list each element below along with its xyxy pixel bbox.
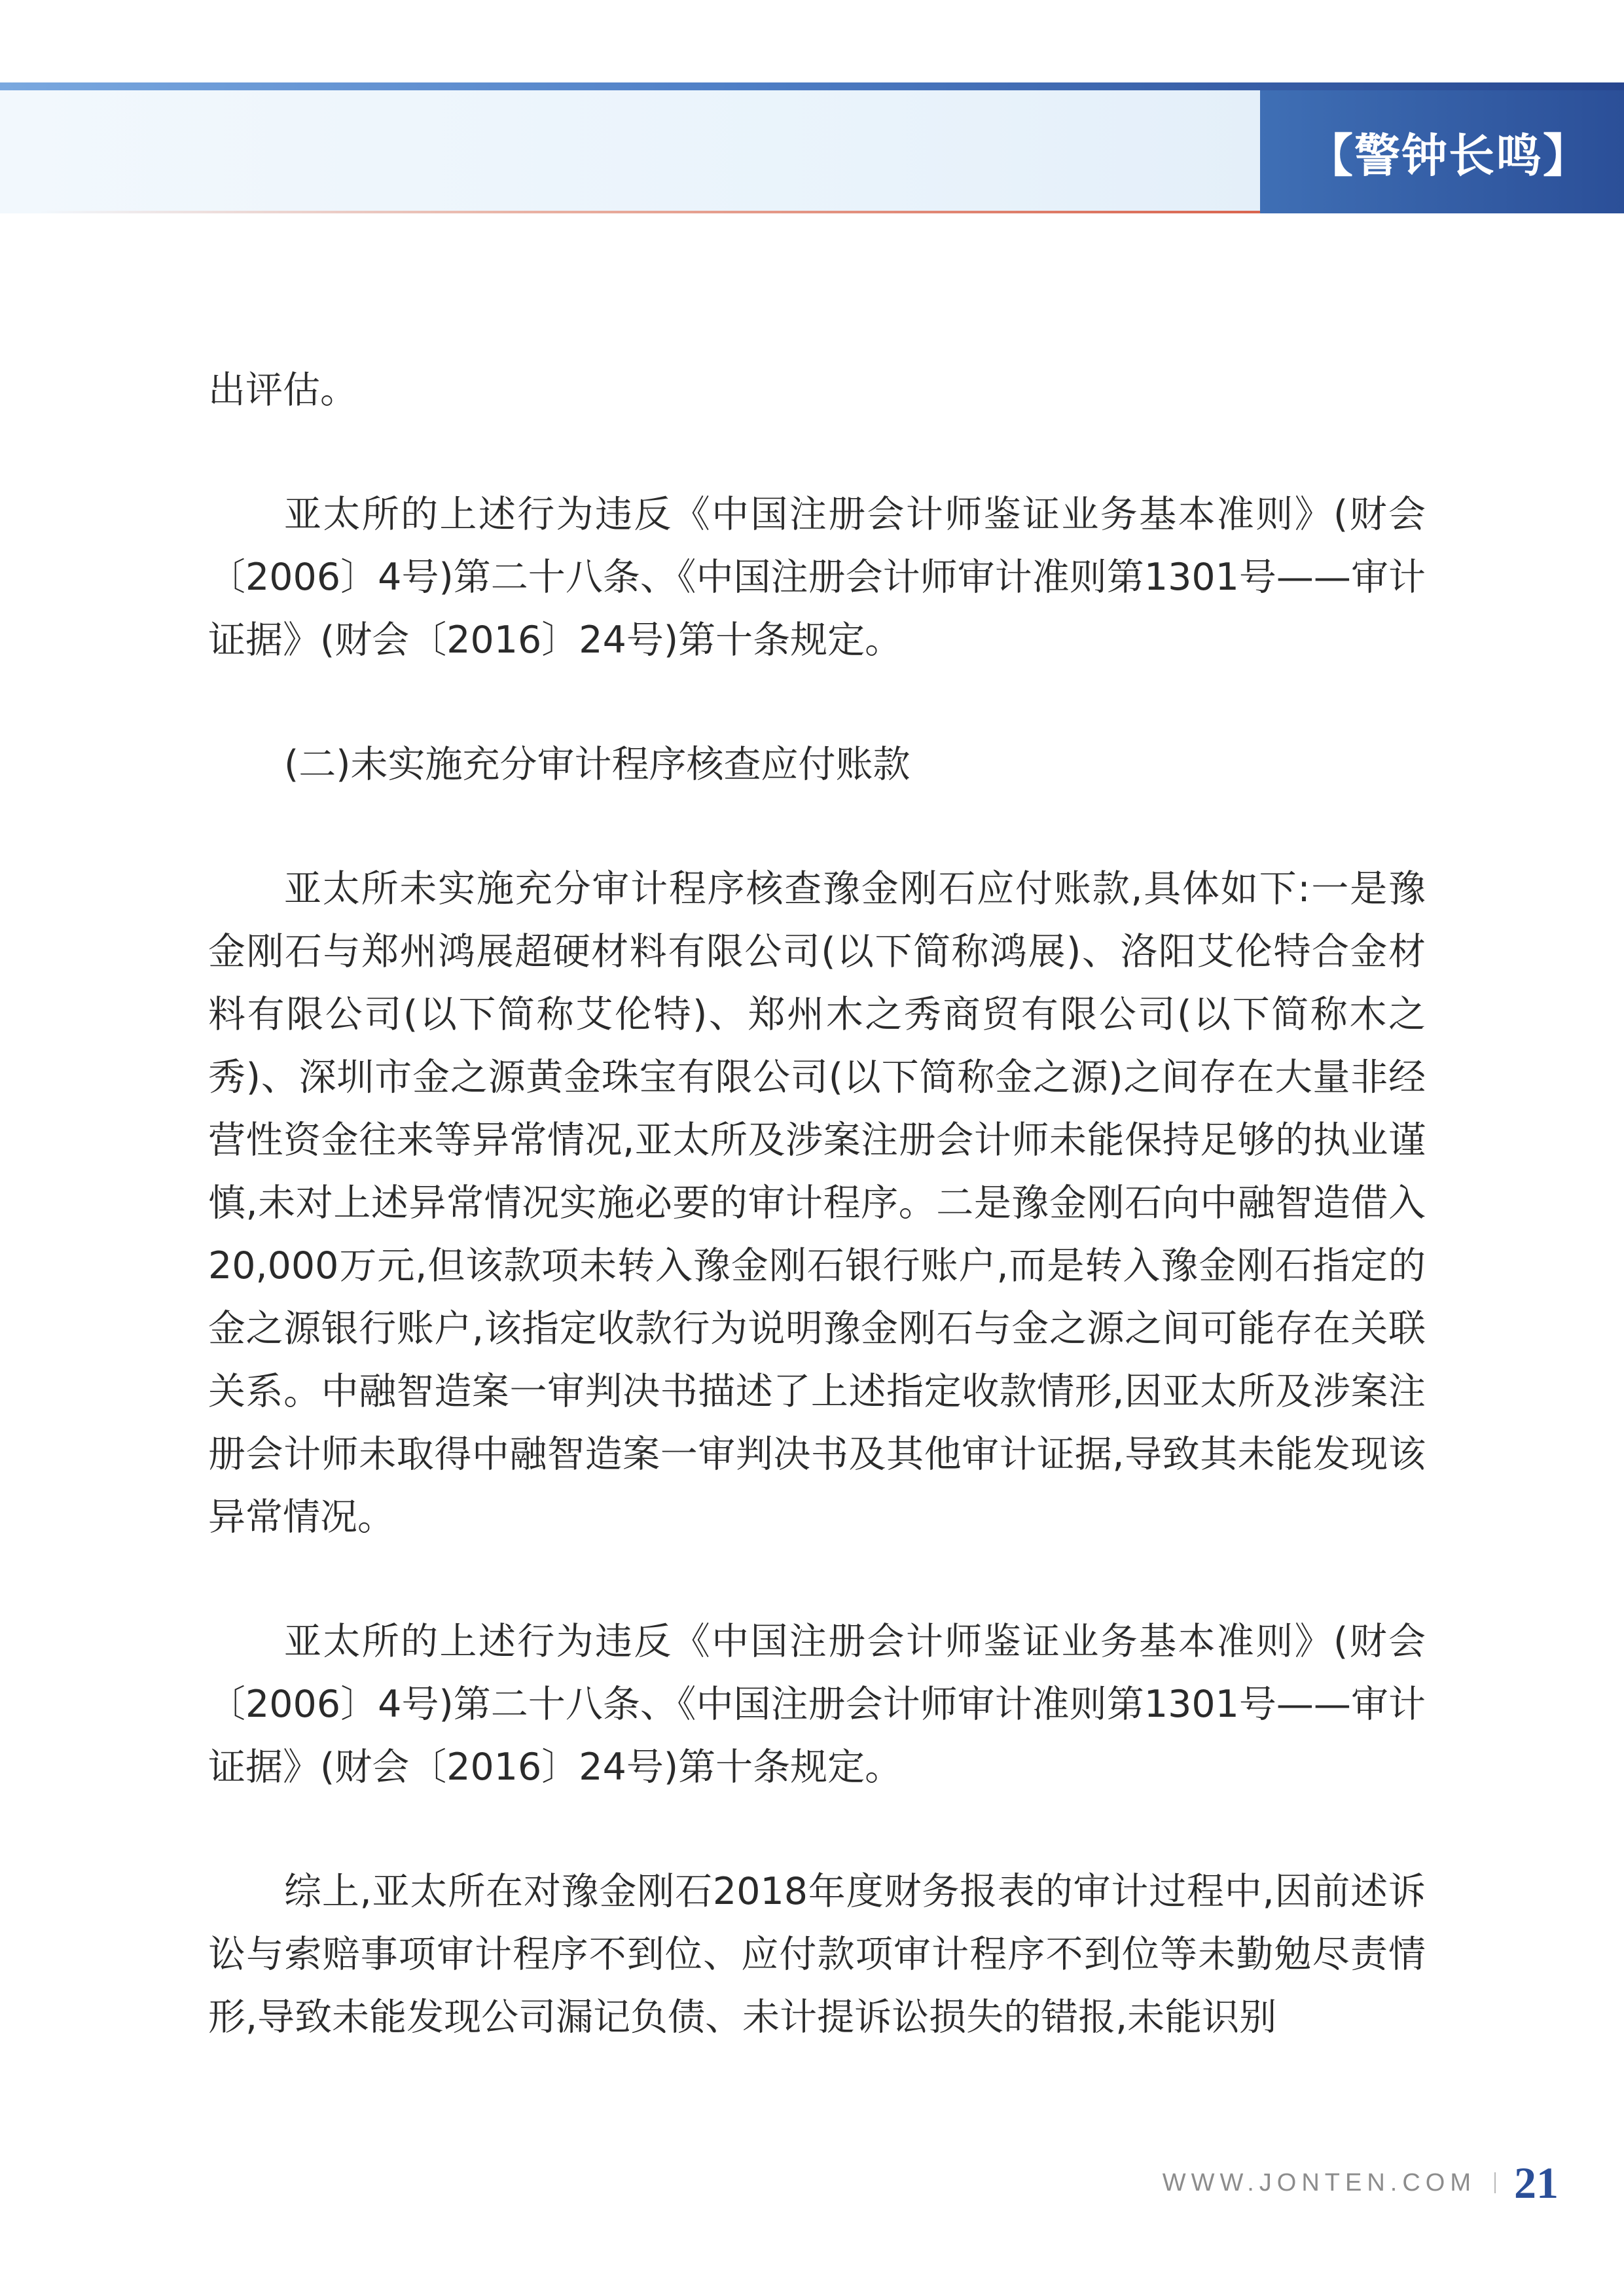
section-heading: (二)未实施充分审计程序核查应付账款 xyxy=(284,743,911,786)
article-body xyxy=(208,359,1426,2049)
page-footer xyxy=(1163,2153,1559,2212)
section-tab xyxy=(1260,90,1624,213)
paragraph-continuation: 出评估。 xyxy=(208,368,357,412)
footer-divider xyxy=(1494,2172,1496,2193)
paragraph-violation-2: 亚太所的上述行为违反《中国注册会计师鉴证业务基本准则》(财会〔2006〕4号)第二十八条、《中国注册会计师审计准则第1301号——审计证据》(财会〔2016〕24号)第十条规定。 xyxy=(208,1620,1426,1789)
header-top-rule xyxy=(0,82,1624,90)
paragraph-violation-1: 亚太所的上述行为违反《中国注册会计师鉴证业务基本准则》(财会〔2006〕4号)第二十八条、《中国注册会计师审计准则第1301号——审计证据》(财会〔2016〕24号)第十条规定。 xyxy=(208,493,1426,662)
header-band xyxy=(0,90,1260,213)
page-number: 21 xyxy=(1514,2157,1559,2208)
paragraph-details: 亚太所未实施充分审计程序核查豫金刚石应付账款,具体如下:一是豫金刚石与郑州鸿展超硬材料有限公司(以下简称鸿展)、洛阳艾伦特合金材料有限公司(以下简称艾伦特)、郑州木之秀商贸有限公司(以下简称木之秀)、深圳市金之源黄金珠宝有限公司(以下简称金之源)之间存在大量非经营性资金往来等异常情况,亚太所及涉案注册会计师未能保持足够的执业谨慎,未对上述异常情况实施必要的审计程序。二是豫金刚石向中融智造借入20,000万元,但该款项未转入豫金刚石银行账户,而是转入豫金刚石指定的金之源银行账户,该指定收款行为说明豫金刚石与金之源之间可能存在关联关系。中融智造案一审判决书描述了上述指定收款情形,因亚太所及涉案注册会计师未取得中融智造案一审判决书及其他审计证据,导致其未能发现该异常情况。 xyxy=(208,867,1426,1539)
section-label: 【警钟长鸣】 xyxy=(1307,128,1590,183)
paragraph-summary: 综上,亚太所在对豫金刚石2018年度财务报表的审计过程中,因前述诉讼与索赔事项审计程序不到位、应付款项审计程序不到位等未勤勉尽责情形,导致未能发现公司漏记负债、未计提诉讼损失的错报,未能识别 xyxy=(208,1870,1426,2039)
website-url[interactable]: WWW.JONTEN.COM xyxy=(1162,2168,1476,2197)
